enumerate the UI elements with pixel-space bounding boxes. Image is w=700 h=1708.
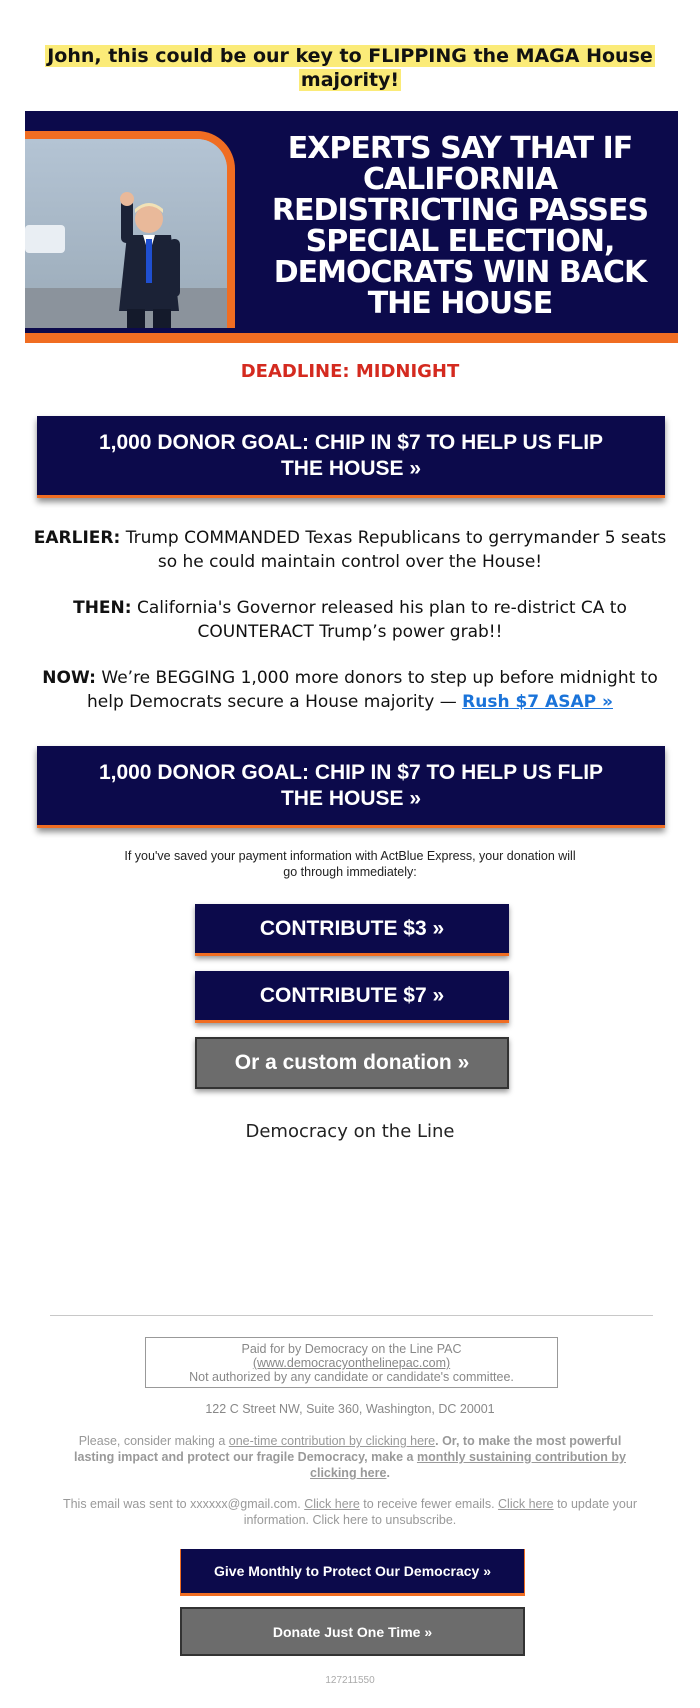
pac-website-link[interactable]: (www.democracyonthelinepac.com) [252,1356,451,1370]
earlier-text: Trump COMMANDED Texas Republicans to gerrymander 5 seats so he could maintain control over the House! [120,528,667,572]
saved-payment-note: If you've saved your payment information with ActBlue Express, your donation will go through immediately: [124,849,576,879]
then-label: THEN: [73,598,132,618]
give-monthly-button[interactable]: Give Monthly to Protect Our Democracy » [180,1549,525,1596]
deadline-text: DEADLINE: MIDNIGHT [240,361,460,382]
headline [40,44,660,92]
mailing-address: 122 C Street NW, Suite 360, Washington, DC 20001 [205,1402,495,1416]
donate-one-time-button[interactable]: Donate Just One Time » [180,1607,525,1656]
donor-goal-button-bottom[interactable]: 1,000 DONOR GOAL: CHIP IN $7 TO HELP US FLIP THE HOUSE » [37,746,665,828]
contribute-7-button[interactable]: CONTRIBUTE $7 » [195,971,509,1023]
email-preferences-text [60,1496,640,1528]
paid-for-disclaimer [145,1337,558,1388]
earlier-paragraph [25,526,675,574]
organization-name: Democracy on the Line [245,1121,455,1142]
monthly-contribution-link[interactable]: monthly sustaining contribution by clicking here [310,1450,626,1480]
then-paragraph [25,596,675,644]
paid-for-text: Paid for by Democracy on the Line PAC [241,1342,462,1356]
email-code: 127211550 [325,1675,375,1686]
now-label: NOW: [42,668,96,688]
custom-donation-button[interactable]: Or a custom donation » [195,1037,509,1089]
earlier-label: EARLIER: [33,528,121,548]
headline-text: John, this could be our key to FLIPPING the MAGA House majority! [47,45,653,91]
update-info-link[interactable]: Click here [498,1497,554,1511]
suited-man-figure [87,191,207,328]
one-time-contribution-link[interactable]: one-time contribution by clicking here [228,1434,436,1448]
hero-banner[interactable] [25,111,678,343]
sent-suffix: to update your information. Click here to unsubscribe. [243,1497,638,1527]
hero-headline: EXPERTS SAY THAT IF CALIFORNIA REDISTRICTING PASSES SPECIAL ELECTION, DEMOCRATS WIN BACK THE HOUSE [271,130,649,321]
consider-middle: . Or, to make the most powerful lasting impact and protect our fragile Democracy, make a [74,1434,622,1464]
rush-donation-link[interactable]: Rush $7 ASAP » [462,692,613,712]
footer-divider [50,1315,653,1316]
consider-prefix: Please, consider making a [78,1434,229,1448]
sent-prefix: This email was sent to xxxxxx@gmail.com. [62,1497,305,1511]
now-paragraph [25,666,675,714]
fewer-emails-link[interactable]: Click here [304,1497,360,1511]
hero-accent-bar [25,333,678,343]
then-text: California's Governor released his plan to re-district CA to COUNTERACT Trump’s power grab!! [131,598,627,642]
person-raising-fist-photo [25,131,235,328]
contribution-options-text [60,1433,640,1481]
consider-suffix: . [386,1466,390,1480]
sent-middle: to receive fewer emails. [359,1497,499,1511]
not-authorized-text: Not authorized by any candidate or candidate's committee. [189,1370,514,1384]
contribute-3-button[interactable]: CONTRIBUTE $3 » [195,904,509,956]
now-text: We’re BEGGING 1,000 more donors to step up before midnight to help Democrats secure a House majority — [87,668,658,712]
donor-goal-button-top[interactable]: 1,000 DONOR GOAL: CHIP IN $7 TO HELP US FLIP THE HOUSE » [37,416,665,498]
